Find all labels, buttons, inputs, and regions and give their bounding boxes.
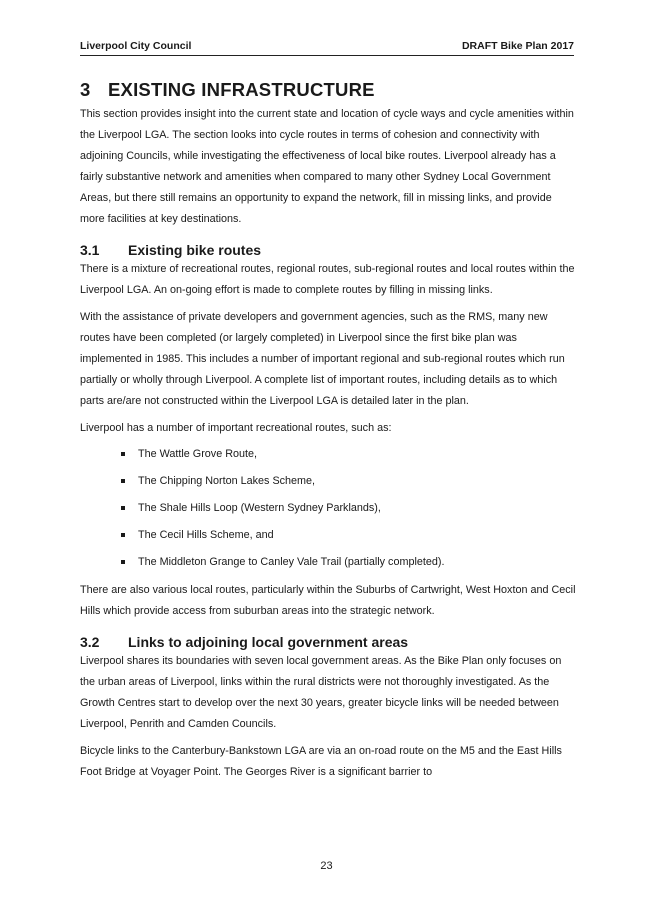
bullet-icon bbox=[121, 560, 125, 564]
recreational-routes-list bbox=[80, 445, 578, 571]
page-content bbox=[80, 79, 578, 789]
bullet-icon bbox=[121, 452, 125, 456]
header-document-title: DRAFT Bike Plan 2017 bbox=[461, 40, 574, 52]
list-item: The Wattle Grove Route, bbox=[80, 445, 578, 463]
paragraph: Bicycle links to the Canterbury-Bankstown LGA are via an on-road route on the M5 and the East Hills Foot Bridge at Voyager Point. The Georges River is a significant barrier to bbox=[80, 745, 562, 778]
page-header bbox=[80, 39, 574, 56]
paragraph: There is a mixture of recreational routes, regional routes, sub-regional routes and local routes within the Liverpool LGA. An on-going effort is made to complete routes by filling in missing links. bbox=[80, 263, 575, 296]
section-heading bbox=[80, 79, 578, 101]
paragraph: With the assistance of private developers and government agencies, such as the RMS, many new routes have been completed (or largely completed) in Liverpool since the first bike plan was implemented in 1985. This includes a number of important regional and sub-regional routes which run partially or wholly through Liverpool. A complete list of important routes, including details as to which parts are/are not constructed within the Liverpool LGA is detailed later in the plan. bbox=[80, 311, 565, 407]
list-item: The Middleton Grange to Canley Vale Trail (partially completed). bbox=[80, 553, 578, 571]
subsection-number: 3.2 bbox=[80, 634, 100, 650]
paragraph: There are also various local routes, particularly within the Suburbs of Cartwright, West Hoxton and Cecil Hills which provide access from suburban areas into the strategic network. bbox=[80, 584, 576, 617]
list-item: The Cecil Hills Scheme, and bbox=[80, 526, 578, 544]
subsection-title: Existing bike routes bbox=[128, 242, 262, 258]
subsection-heading-existing-routes bbox=[80, 241, 578, 259]
subsection-title: Links to adjoining local government areas bbox=[128, 634, 409, 650]
bullet-icon bbox=[121, 506, 125, 510]
list-item: The Shale Hills Loop (Western Sydney Parklands), bbox=[80, 499, 578, 517]
subsection-heading-adjoining-links bbox=[80, 633, 578, 651]
page-footer bbox=[0, 860, 653, 872]
section-title: EXISTING INFRASTRUCTURE bbox=[108, 79, 375, 100]
section-number: 3 bbox=[80, 79, 91, 100]
page-number: 23 bbox=[320, 860, 333, 872]
paragraph: Liverpool has a number of important recreational routes, such as: bbox=[80, 422, 392, 434]
subsection-number: 3.1 bbox=[80, 242, 100, 258]
bullet-icon bbox=[121, 533, 125, 537]
list-item: The Chipping Norton Lakes Scheme, bbox=[80, 472, 578, 490]
header-organization: Liverpool City Council bbox=[80, 40, 192, 52]
bullet-icon bbox=[121, 479, 125, 483]
paragraph: Liverpool shares its boundaries with seven local government areas. As the Bike Plan only focuses on the urban areas of Liverpool, links within the rural districts were not thoroughly investigated. As the Growth Centres start to develop over the next 30 years, greater bicycle links will be needed between Liverpool, Penrith and Camden Councils. bbox=[80, 655, 562, 730]
section-intro-paragraph: This section provides insight into the current state and location of cycle ways and cycle amenities within the Liverpool LGA. The section looks into cycle routes in terms of cohesion and connectivity with adjoining Councils, while investigating the effectiveness of local bike routes. Liverpool already has a fairly substantive network and amenities when compared to many other Sydney Local Government Areas, but there still remains an opportunity to expand the network, fill in missing links, and provide more facilities at key destinations. bbox=[80, 108, 574, 225]
